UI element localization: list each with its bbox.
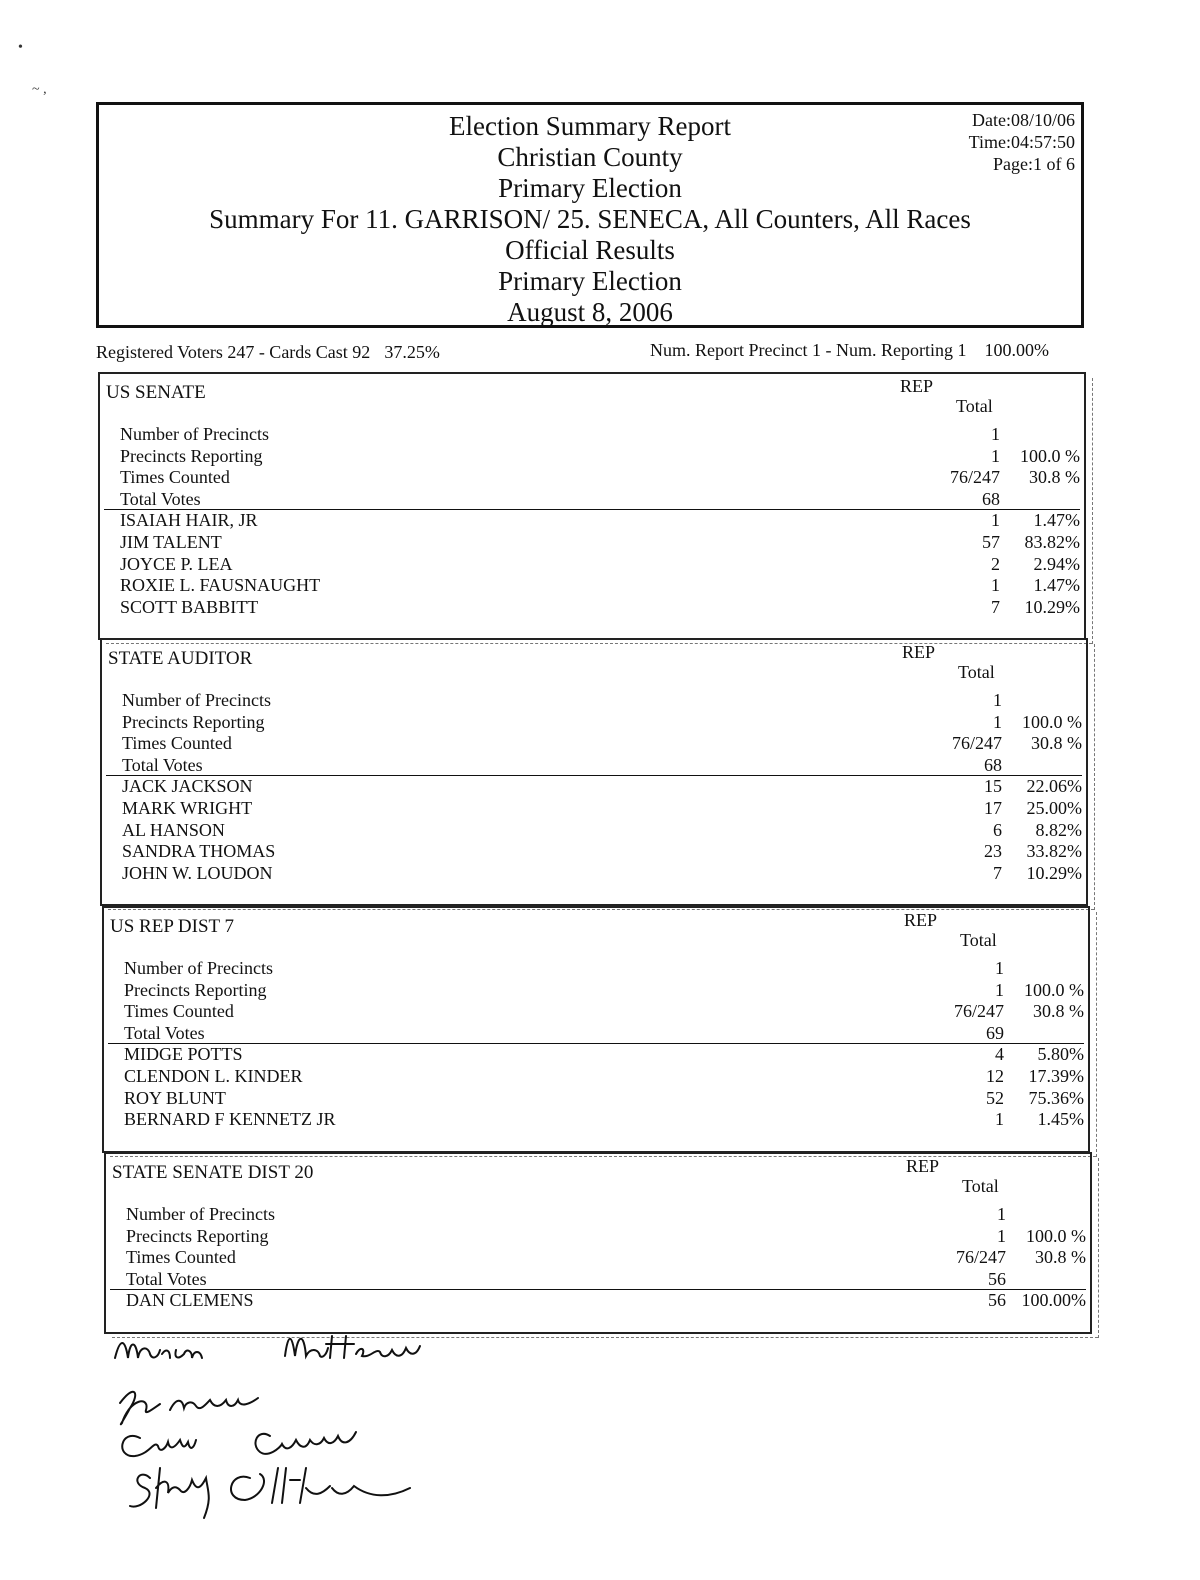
candidate-row <box>126 1290 1086 1311</box>
registered-summary <box>96 342 440 363</box>
party-header: REP <box>904 910 938 930</box>
candidate-row-value: 15 <box>984 776 1002 797</box>
stat-row-num-precincts-value: 1 <box>991 424 1000 444</box>
candidate-row-label: JACK JACKSON <box>122 776 253 797</box>
stat-row-times-counted-percent: 30.8 % <box>1035 1247 1086 1268</box>
stat-row-total-votes <box>124 1023 1084 1044</box>
candidate-row <box>122 863 1082 884</box>
candidate-row-label: MARK WRIGHT <box>122 798 253 818</box>
stat-row-total-votes-value: 68 <box>982 488 1000 509</box>
handwritten-signatures <box>110 1328 470 1528</box>
candidate-row-value: 7 <box>991 596 1000 617</box>
stat-row-times-counted <box>122 733 1082 754</box>
stat-row-times-counted-label: Times Counted <box>124 1001 234 1022</box>
stat-row-total-votes-value: 56 <box>988 1268 1006 1289</box>
candidate-row <box>120 532 1080 553</box>
stat-row-num-precincts <box>122 690 1082 711</box>
candidate-row-label: SCOTT BABBITT <box>120 596 259 617</box>
report-title-block <box>99 111 1081 328</box>
stat-row-num-precincts-value: 1 <box>993 690 1002 710</box>
stat-row-times-counted-value: 76/247 <box>949 467 1000 488</box>
stat-row-times-counted-percent: 30.8 % <box>1031 733 1082 754</box>
candidate-row <box>122 841 1082 862</box>
stat-row-times-counted-value: 76/247 <box>953 1001 1004 1022</box>
candidate-row-label: ROY BLUNT <box>124 1087 226 1108</box>
candidate-row-value: 23 <box>984 841 1002 862</box>
party-header: REP <box>902 642 936 662</box>
candidate-row-value: 57 <box>982 532 1000 552</box>
stat-row-total-votes <box>120 489 1080 510</box>
total-header: Total <box>958 662 995 682</box>
candidate-row <box>124 1109 1084 1130</box>
candidate-row-label: JOYCE P. LEA <box>120 553 233 574</box>
election-date: August 8, 2006 <box>507 297 673 327</box>
candidate-row-percent: 100.00% <box>1021 1290 1086 1311</box>
candidate-row-percent: 17.39% <box>1028 1066 1084 1086</box>
stat-row-precincts-reporting-value: 1 <box>995 979 1004 1000</box>
stat-row-num-precincts <box>124 958 1084 979</box>
candidate-row-value: 17 <box>984 798 1002 818</box>
candidate-row-value: 12 <box>986 1066 1004 1086</box>
race-title: STATE SENATE DIST 20 <box>112 1162 314 1183</box>
stat-row-total-votes-value: 69 <box>986 1022 1004 1043</box>
candidate-row-percent: 1.45% <box>1037 1109 1084 1130</box>
stat-row-total-votes <box>126 1269 1086 1290</box>
stat-row-precincts-reporting-value: 1 <box>997 1225 1006 1246</box>
stat-row-precincts-reporting-percent: 100.0 % <box>1026 1225 1086 1246</box>
candidate-row <box>122 776 1082 797</box>
party-header: REP <box>906 1156 940 1176</box>
stat-row-num-precincts-label: Number of Precincts <box>122 690 271 710</box>
report-title: Election Summary Report <box>449 111 731 141</box>
stat-row-precincts-reporting-label: Precincts Reporting <box>122 711 265 732</box>
candidate-row-value: 56 <box>988 1290 1006 1311</box>
candidate-row-value: 1 <box>991 575 1000 596</box>
stat-row-precincts-reporting <box>120 446 1080 467</box>
stat-row-precincts-reporting-label: Precincts Reporting <box>126 1225 269 1246</box>
stat-row-num-precincts-value: 1 <box>995 958 1004 978</box>
registered-cards: Registered Voters 247 - Cards Cast 92 <box>96 342 371 362</box>
stat-row-num-precincts-label: Number of Precincts <box>124 958 273 978</box>
stat-row-num-precincts-label: Number of Precincts <box>120 424 269 444</box>
candidate-row-label: JIM TALENT <box>120 532 222 552</box>
stat-row-precincts-reporting-percent: 100.0 % <box>1020 445 1080 466</box>
stat-row-precincts-reporting-value: 1 <box>993 711 1002 732</box>
stat-row-total-votes-label: Total Votes <box>124 1022 205 1043</box>
candidate-row-label: JOHN W. LOUDON <box>122 862 273 883</box>
stat-row-precincts-reporting-percent: 100.0 % <box>1022 711 1082 732</box>
results-status: Official Results <box>505 235 675 265</box>
candidate-row-percent: 75.36% <box>1028 1087 1084 1108</box>
stat-row-precincts-reporting-label: Precincts Reporting <box>120 445 263 466</box>
party-header: REP <box>900 376 934 396</box>
candidate-row-percent: 22.06% <box>1026 776 1082 797</box>
candidate-row-value: 6 <box>993 819 1002 840</box>
candidate-row-label: CLENDON L. KINDER <box>124 1066 303 1086</box>
report-page: Page:1 of 6 <box>993 154 1075 174</box>
precinct-pct: 100.00% <box>984 340 1049 360</box>
candidate-row-percent: 8.82% <box>1035 819 1082 840</box>
candidate-row <box>122 820 1082 841</box>
precinct-report: Num. Report Precinct 1 - Num. Reporting 1 <box>650 340 967 360</box>
candidate-row-label: DAN CLEMENS <box>126 1290 254 1311</box>
stat-row-times-counted-percent: 30.8 % <box>1033 1001 1084 1022</box>
stat-row-times-counted <box>126 1247 1086 1268</box>
candidate-row-label: BERNARD F KENNETZ JR <box>124 1109 336 1130</box>
candidate-row-value: 1 <box>991 510 1000 531</box>
scan-mark: • <box>18 40 23 55</box>
stat-row-precincts-reporting <box>122 712 1082 733</box>
race-block <box>98 372 1086 640</box>
stat-row-num-precincts <box>126 1204 1086 1225</box>
total-header: Total <box>960 930 997 950</box>
stat-row-num-precincts-value: 1 <box>997 1204 1006 1224</box>
candidate-row-percent: 83.82% <box>1024 532 1080 552</box>
stat-row-times-counted <box>124 1001 1084 1022</box>
scan-mark: ~ , <box>32 82 47 97</box>
candidate-row <box>124 1066 1084 1087</box>
stat-row-total-votes-label: Total Votes <box>120 488 201 509</box>
candidate-row-percent: 10.29% <box>1026 862 1082 883</box>
stat-row-times-counted-label: Times Counted <box>122 733 232 754</box>
report-meta <box>969 109 1075 175</box>
candidate-row <box>120 510 1080 531</box>
candidate-row-label: ROXIE L. FAUSNAUGHT <box>120 575 321 596</box>
race-block <box>100 638 1088 906</box>
signatures <box>110 1328 470 1528</box>
report-date: Date:08/10/06 <box>972 110 1075 130</box>
summary-scope: Summary For 11. GARRISON/ 25. SENECA, All Counters, All Races <box>209 204 971 234</box>
race-block <box>102 906 1090 1153</box>
stat-row-total-votes <box>122 755 1082 776</box>
registered-pct: 37.25% <box>384 342 440 362</box>
stat-row-times-counted-label: Times Counted <box>126 1247 236 1268</box>
race-block <box>104 1152 1092 1334</box>
stat-row-precincts-reporting <box>126 1226 1086 1247</box>
stat-row-precincts-reporting-value: 1 <box>991 445 1000 466</box>
election-type: Primary Election <box>498 173 682 203</box>
race-title: STATE AUDITOR <box>108 648 253 669</box>
candidate-row-value: 7 <box>993 862 1002 883</box>
race-title: US SENATE <box>106 382 206 403</box>
candidate-row-label: MIDGE POTTS <box>124 1044 243 1065</box>
candidate-row-value: 52 <box>986 1087 1004 1108</box>
candidate-row <box>120 597 1080 618</box>
stat-row-times-counted-value: 76/247 <box>951 733 1002 754</box>
stat-row-total-votes-value: 68 <box>984 754 1002 775</box>
candidate-row-value: 4 <box>995 1044 1004 1065</box>
candidate-row-label: ISAIAH HAIR, JR <box>120 510 258 531</box>
stat-row-times-counted-value: 76/247 <box>955 1247 1006 1268</box>
candidate-row <box>120 575 1080 596</box>
report-time: Time:04:57:50 <box>968 132 1075 152</box>
stat-row-total-votes-label: Total Votes <box>126 1268 207 1289</box>
candidate-row-percent: 1.47% <box>1033 510 1080 531</box>
candidate-row-percent: 2.94% <box>1033 553 1080 574</box>
candidate-row-percent: 1.47% <box>1033 575 1080 596</box>
candidate-row <box>124 1044 1084 1065</box>
stat-row-num-precincts <box>120 424 1080 445</box>
precinct-summary <box>650 340 1049 361</box>
candidate-row <box>120 554 1080 575</box>
candidate-row-value: 2 <box>991 553 1000 574</box>
stat-row-precincts-reporting-label: Precincts Reporting <box>124 979 267 1000</box>
candidate-row <box>122 798 1082 819</box>
report-header <box>96 102 1084 328</box>
candidate-row-percent: 5.80% <box>1037 1044 1084 1065</box>
election-type-2: Primary Election <box>498 266 682 296</box>
candidate-row-label: SANDRA THOMAS <box>122 841 276 862</box>
county-name: Christian County <box>497 142 683 172</box>
stat-row-times-counted-label: Times Counted <box>120 467 230 488</box>
stat-row-times-counted-percent: 30.8 % <box>1029 467 1080 488</box>
candidate-row-percent: 25.00% <box>1026 798 1082 818</box>
race-title: US REP DIST 7 <box>110 916 235 937</box>
stat-row-precincts-reporting <box>124 980 1084 1001</box>
candidate-row-label: AL HANSON <box>122 819 225 840</box>
stat-row-total-votes-label: Total Votes <box>122 754 203 775</box>
candidate-row-percent: 33.82% <box>1026 841 1082 862</box>
stat-row-times-counted <box>120 467 1080 488</box>
candidate-row-percent: 10.29% <box>1024 596 1080 617</box>
candidate-row <box>124 1088 1084 1109</box>
total-header: Total <box>956 396 993 416</box>
total-header: Total <box>962 1176 999 1196</box>
stat-row-num-precincts-label: Number of Precincts <box>126 1204 275 1224</box>
stat-row-precincts-reporting-percent: 100.0 % <box>1024 979 1084 1000</box>
candidate-row-value: 1 <box>995 1109 1004 1130</box>
